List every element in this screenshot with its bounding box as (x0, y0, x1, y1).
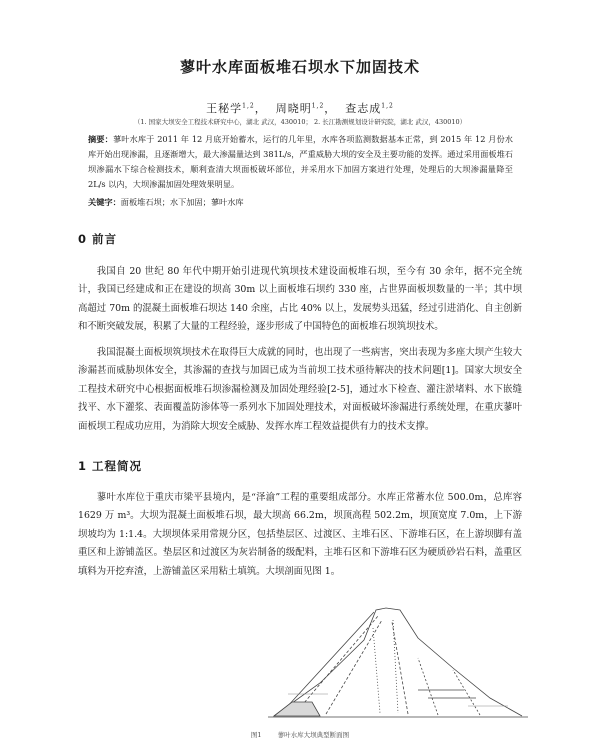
author-affil-mark: 1,2 (381, 102, 394, 110)
zone-boundary (298, 616, 378, 710)
zone-boundary (373, 628, 380, 713)
author-name: 周晓明 (275, 102, 312, 115)
author-list: 王秘学$^{1,2}$， 周晓明$^{1,2}$， 查志成$^{1,2}$ (206, 102, 394, 115)
upstream-blanket (274, 702, 320, 716)
paper-title: 蓼叶水库面板堆石坝水下加固技术 (179, 58, 420, 76)
zone-boundary (418, 658, 438, 715)
body-paragraph: 我国混凝土面板坝筑坝技术在取得巨大成就的同时，也出现了一些病害，突出表现为多座大坝产生较大渗漏甚而威胁坝体安全，其渗漏的查找与加固已成为当前坝工技术亟待解决的技术问题[1]。国家大坝安全工程技术研究中心根据面板堆石坝渗漏检测及加固处理经验[2-5]，通过水下检查、灌注淤堵料、水下嵌缝找平、水下灌浆、表面覆盖防渗体等一系列水下加固处理技术，对面板破坏渗漏进行系统处理，在重庆蓼叶面板坝工程成功应用，为消除大坝安全威胁、发挥水库工程效益提供有力的技术支撑。 (78, 347, 522, 432)
face-slab (286, 612, 374, 708)
author-name: 查志成 (345, 102, 382, 115)
zone-boundary (392, 622, 408, 714)
figure-caption (0, 730, 600, 739)
body-paragraph: 我国自 20 世纪 80 年代中期开始引进现代筑坝技术建设面板堆石坝，至今有 30 余年，据不完全统计，我国已经建成和正在建设的坝高 30m 以上面板堆石坝约 330 座，占世界面板坝数量的一半；其中坝高超过 70m 的混凝土面板堆石坝达 140 余座，占比 40% 以上，发展势头迅猛，经过引进消化、自主创新和不断突破发展，积累了大量的工程经验，逐步形成了中国特色的面板堆石坝筑坝技术。 (78, 266, 522, 333)
keywords (88, 197, 513, 208)
section-heading-intro: 0 前言 (78, 232, 118, 246)
keywords-label: 关键字： (88, 197, 121, 207)
dam-cross-section-figure (268, 598, 528, 723)
body-paragraph: 蓼叶水库位于重庆市梁平县境内，是“泽渝”工程的重要组成部分。水库正常蓄水位 500.0m，总库容 1629 万 m³。大坝为混凝土面板堆石坝，最大坝高 66.2m，坝顶高程 502.2m，坝顶宽度 7.0m，上下游坝坡均为 1:1.4。大坝坝体采用常规分区，包括垫层区、过渡区、主堆石区、下游堆石区，在上游坝脚有盖重区和上游铺盖区。垫层区和过渡区为灰岩制备的级配料，主堆石区和下游堆石区为硬质砂岩石料，盖重区填料为开挖弃渣，上游铺盖区采用粘土填筑。大坝剖面见图 1。 (78, 492, 522, 577)
keywords-text: 面板堆石坝；水下加固；蓼叶水库 (120, 197, 244, 207)
author-affil-mark: 1,2 (311, 102, 325, 110)
dam-outline (274, 608, 522, 716)
section-heading-overview: 1 工程简况 (78, 459, 143, 473)
author-name: 王秘学 (206, 102, 243, 115)
figure-label: 图1 (250, 731, 262, 739)
zone-boundary (453, 670, 480, 715)
abstract (88, 132, 513, 192)
abstract-text: 蓼叶水库于 2011 年 12 月底开始蓄水，运行的几年里，水库各项监测数据基本正常，到 2015 年 12 月份水库开始出现渗漏，且逐渐增大，最大渗漏量达到 381L/s，严重威胁大坝的安全及主要功能的发挥。通过采用面板堆石坝渗漏水下综合检测技术，顺利查清大坝面板破坏部位，并采用水下加固方案进行处理，处理后的大坝渗漏量降至 2L/s 以内，大坝渗漏加固处理效果明显。 (88, 134, 513, 189)
author-affil-mark: 1,2 (242, 102, 255, 110)
figure-caption-text: 蓼叶水库大坝典型断面图 (277, 731, 350, 739)
abstract-label: 摘要： (88, 134, 113, 144)
affiliations: （1. 国家大坝安全工程技术研究中心，湖北 武汉，430010； 2. 长江勘测规划设计研究院，湖北 武汉，430010） (133, 118, 467, 126)
